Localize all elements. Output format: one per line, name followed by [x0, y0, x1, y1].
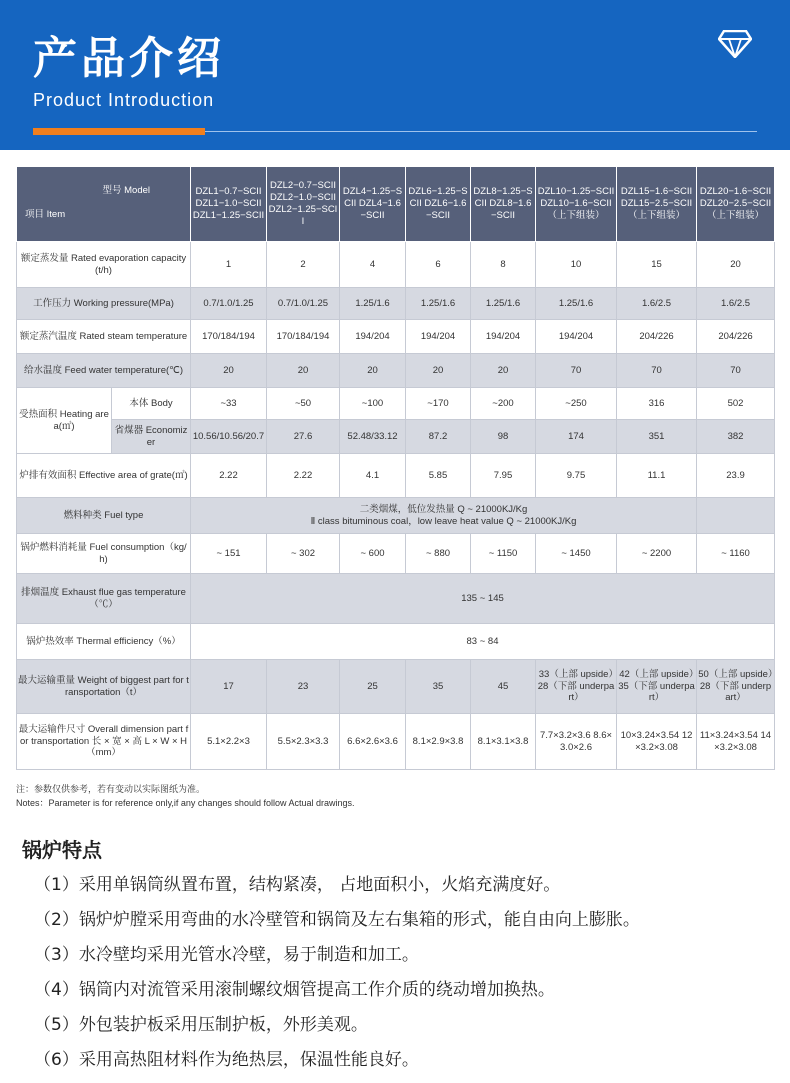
table-cell: 8.1×2.9×3.8 [406, 714, 471, 770]
table-cell: 42（上部 upside）35（下部 underpart） [617, 660, 697, 714]
table-cell: 17 [191, 660, 267, 714]
list-item: （5）外包装护板采用压制护板，外形美观。 [34, 1015, 368, 1035]
table-row [17, 354, 775, 388]
table-cell: 8 [471, 242, 536, 288]
table-cell: 45 [471, 660, 536, 714]
table-cell: 6 [406, 242, 471, 288]
table-cell: 10 [536, 242, 617, 288]
spec-table-container [16, 166, 774, 770]
table-cell: 194/204 [340, 320, 406, 354]
table-row [17, 288, 775, 320]
table-cell: 1 [191, 242, 267, 288]
table-cell: ~ 2200 [617, 534, 697, 574]
note-en: Notes：Parameter is for reference only,if any changes should follow Actual drawings. [16, 797, 355, 808]
table-cell: 10×3.24×3.54 12×3.2×3.08 [617, 714, 697, 770]
table-cell: ~200 [471, 388, 536, 420]
header-accent-bar [33, 128, 205, 135]
table-cell: 204/226 [617, 320, 697, 354]
table-cell: 1.25/1.6 [471, 288, 536, 320]
row-label: 炉排有效面积 Effective area of grate(㎡) [17, 454, 191, 498]
fuel-type-zh: 二类烟煤，低位发热量 Q ~ 21000KJ/Kg [359, 503, 528, 515]
row-label: 燃料种类 Fuel type [17, 498, 191, 534]
table-cell: 1.6/2.5 [697, 288, 775, 320]
table-row [17, 574, 775, 624]
table-cell: 135 ~ 145 [191, 574, 775, 624]
table-cell: 502 [697, 388, 775, 420]
table-row [17, 320, 775, 354]
page-title: 产品介绍 [33, 33, 225, 84]
table-cell: 2 [267, 242, 340, 288]
table-row [17, 388, 775, 420]
row-label: 工作压力 Working pressure(MPa) [17, 288, 191, 320]
head-item: 项目 Item [25, 209, 66, 221]
model-header: DZL15−1.6−SCII DZL15−2.5−SCII（上下组装） [617, 167, 697, 242]
table-cell: 0.7/1.0/1.25 [191, 288, 267, 320]
table-cell: 2.22 [191, 454, 267, 498]
table-cell: ~ 302 [267, 534, 340, 574]
table-cell: ~ 600 [340, 534, 406, 574]
table-cell: 20 [340, 354, 406, 388]
table-cell: ~170 [406, 388, 471, 420]
table-cell: 2.22 [267, 454, 340, 498]
row-label: 受热面积 Heating area(㎡) [17, 388, 112, 454]
model-header: DZL1−0.7−SCII DZL1−1.0−SCII DZL1−1.25−SCII [191, 167, 267, 242]
table-cell: 50（上部 upside）28（下部 underpart） [697, 660, 775, 714]
table-cell: 70 [697, 354, 775, 388]
list-item: （2）锅炉炉膛采用弯曲的水冷壁管和锅筒及左右集箱的形式，能自由向上膨胀。 [34, 910, 640, 930]
table-row [17, 534, 775, 574]
features-title: 锅炉特点 [22, 838, 102, 862]
table-row [17, 660, 775, 714]
table-cell: 25 [340, 660, 406, 714]
row-label: 锅炉燃料消耗量 Fuel consumption（kg/h) [17, 534, 191, 574]
table-cell: 98 [471, 420, 536, 454]
table-cell: 5.1×2.2×3 [191, 714, 267, 770]
table-cell: 194/204 [406, 320, 471, 354]
page-subtitle: Product Introduction [33, 90, 215, 110]
table-cell: 5.5×2.3×3.3 [267, 714, 340, 770]
table-cell: 11.1 [617, 454, 697, 498]
row-label: 给水温度 Feed water temperature(℃) [17, 354, 191, 388]
table-cell: 0.7/1.0/1.25 [267, 288, 340, 320]
table-cell: ~ 880 [406, 534, 471, 574]
table-cell: 4.1 [340, 454, 406, 498]
table-cell: 1.25/1.6 [536, 288, 617, 320]
table-cell: ~ 1150 [471, 534, 536, 574]
table-cell: 52.48/33.12 [340, 420, 406, 454]
diamond-icon [718, 30, 752, 58]
table-cell: 382 [697, 420, 775, 454]
table-cell: 11×3.24×3.54 14×3.2×3.08 [697, 714, 775, 770]
table-cell: 87.2 [406, 420, 471, 454]
table-cell: 23 [267, 660, 340, 714]
table-cell: 204/226 [697, 320, 775, 354]
table-cell [697, 498, 775, 534]
spec-table [16, 166, 775, 770]
row-label: 最大运输重量 Weight of biggest part for transportation（t） [17, 660, 191, 714]
table-cell: 35 [406, 660, 471, 714]
table-cell [191, 498, 697, 534]
table-cell: 7.95 [471, 454, 536, 498]
table-cell: 7.7×3.2×3.6 8.6×3.0×2.6 [536, 714, 617, 770]
table-cell: 83 ~ 84 [191, 624, 775, 660]
model-header: DZL6−1.25−SCII DZL6−1.6−SCII [406, 167, 471, 242]
list-item: （4）锅筒内对流管采用滚制螺纹烟管提高工作介质的绕动增加换热。 [34, 980, 555, 1000]
table-cell: 316 [617, 388, 697, 420]
head-model: 型号 Model [102, 185, 150, 196]
row-sublabel: 省煤器 Economizer [112, 420, 191, 454]
list-item: （1）采用单锅筒纵置布置，结构紧凑， 占地面积小，火焰充满度好。 [34, 875, 561, 895]
table-row [17, 242, 775, 288]
row-label: 额定蒸汽温度 Rated steam temperature [17, 320, 191, 354]
table-cell: 351 [617, 420, 697, 454]
table-cell: 20 [406, 354, 471, 388]
table-cell: 8.1×3.1×3.8 [471, 714, 536, 770]
table-row [17, 420, 775, 454]
row-label: 额定蒸发量 Rated evaporation capacity (t/h) [17, 242, 191, 288]
table-cell: 23.9 [697, 454, 775, 498]
table-cell: 6.6×2.6×3.6 [340, 714, 406, 770]
table-cell: 70 [617, 354, 697, 388]
table-cell: 20 [697, 242, 775, 288]
header-banner [0, 0, 790, 150]
table-row [17, 714, 775, 770]
model-header: DZL8−1.25−SCII DZL8−1.6−SCII [471, 167, 536, 242]
table-cell: 20 [267, 354, 340, 388]
row-label: 最大运输件尺寸 Overall dimension part for transportation 长 × 宽 × 高 L × W × H（mm） [17, 714, 191, 770]
table-cell: 27.6 [267, 420, 340, 454]
table-cell: 170/184/194 [191, 320, 267, 354]
row-label: 排烟温度 Exhaust flue gas temperature（℃） [17, 574, 191, 624]
fuel-type-en: Ⅱ class bituminous coal，low leave heat value Q ~ 21000KJ/Kg [310, 515, 577, 527]
table-row [17, 454, 775, 498]
table-cell: ~ 151 [191, 534, 267, 574]
list-item: （3）水冷壁均采用光管水冷壁，易于制造和加工。 [34, 945, 419, 965]
table-head-corner [17, 167, 191, 242]
row-label: 锅炉热效率 Thermal efficiency（%） [17, 624, 191, 660]
model-header: DZL10−1.25−SCII DZL10−1.6−SCII（上下组装） [536, 167, 617, 242]
table-cell: 1.25/1.6 [340, 288, 406, 320]
table-cell: 194/204 [471, 320, 536, 354]
note-zh: 注：参数仅供参考，若有变动以实际图纸为准。 [16, 784, 206, 794]
table-cell: 1.6/2.5 [617, 288, 697, 320]
table-cell: 20 [191, 354, 267, 388]
table-cell: 170/184/194 [267, 320, 340, 354]
table-cell: 5.85 [406, 454, 471, 498]
table-cell: 1.25/1.6 [406, 288, 471, 320]
table-cell: 194/204 [536, 320, 617, 354]
table-cell: ~ 1450 [536, 534, 617, 574]
model-header: DZL4−1.25−SCII DZL4−1.6−SCII [340, 167, 406, 242]
table-row [17, 624, 775, 660]
table-cell: 4 [340, 242, 406, 288]
model-header: DZL20−1.6−SCII DZL20−2.5−SCII（上下组装） [697, 167, 775, 242]
table-cell: 20 [471, 354, 536, 388]
features-list [34, 870, 640, 1080]
table-cell: ~ 1160 [697, 534, 775, 574]
table-cell: 10.56/10.56/20.7 [191, 420, 267, 454]
table-cell: ~100 [340, 388, 406, 420]
row-sublabel: 本体 Body [112, 388, 191, 420]
model-header: DZL2−0.7−SCII DZL2−1.0−SCII DZL2−1.25−SCII [267, 167, 340, 242]
table-row [17, 498, 775, 534]
table-cell: ~250 [536, 388, 617, 420]
table-cell: 70 [536, 354, 617, 388]
table-cell: ~50 [267, 388, 340, 420]
table-cell: ~33 [191, 388, 267, 420]
table-cell: 33（上部 upside）28（下部 underpart） [536, 660, 617, 714]
table-cell: 15 [617, 242, 697, 288]
table-notes [16, 783, 355, 811]
table-cell: 9.75 [536, 454, 617, 498]
list-item: （6）采用高热阻材料作为绝热层，保温性能良好。 [34, 1050, 419, 1070]
table-cell: 174 [536, 420, 617, 454]
